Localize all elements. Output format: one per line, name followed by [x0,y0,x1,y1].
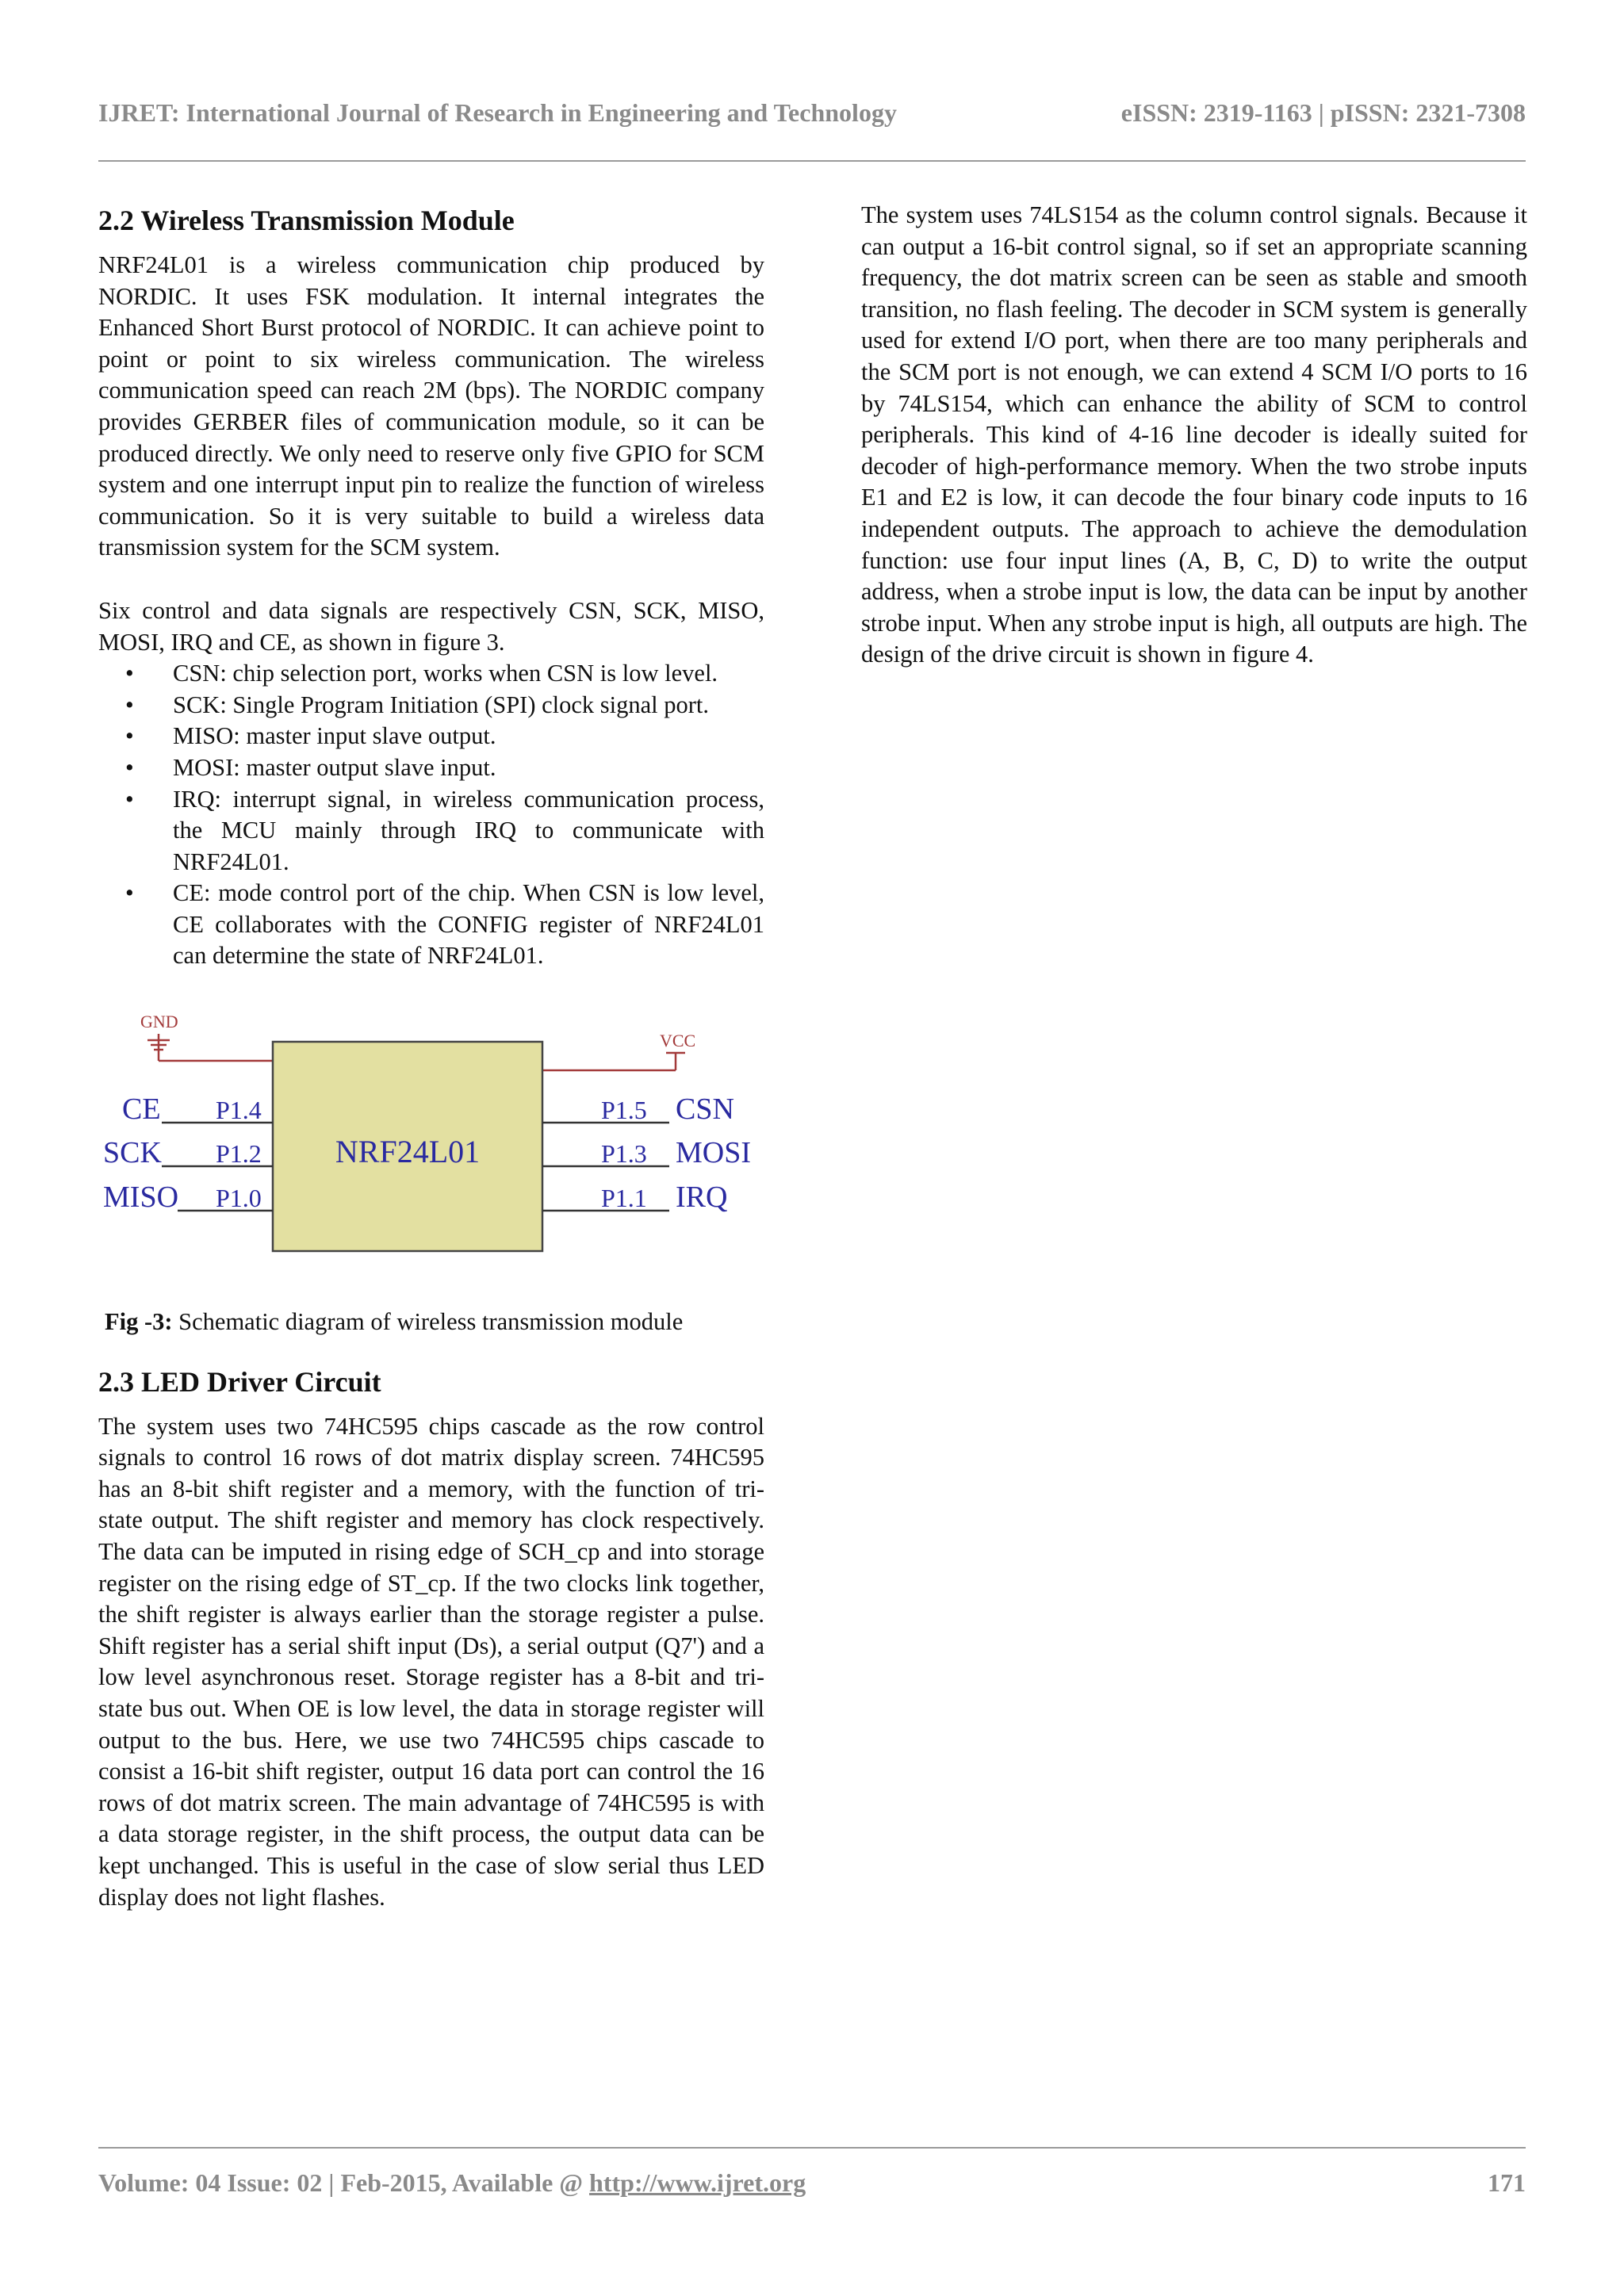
journal-name: IJRET: International Journal of Research in Engineering and Technology [98,98,897,127]
issn-info: eISSN: 2319-1163 | pISSN: 2321-7308 [1120,98,1526,127]
section-gap [98,1338,764,1364]
volume-info [98,2168,806,2198]
paragraph-gap [98,564,764,595]
list-item-text: SCK: Single Program Initiation (SPI) clock signal port. [173,691,710,718]
pin-p1-0: P1.0 [216,1184,262,1213]
left-column [98,202,764,1913]
list-item [125,878,764,972]
chip-label: NRF24L01 [335,1134,481,1170]
signal-miso: MISO [103,1181,179,1215]
volume-text: Volume: 04 Issue: 02 | Feb-2015, Available @ [98,2168,590,2197]
bullet-mark: • [125,722,134,750]
ground-icon [147,1034,170,1051]
list-item-text: CE: mode control port of the chip. When CSN is low level, CE collaborates with the CONFIG register of NRF24L01 can determine the state of NRF24L01. [173,879,764,970]
bullet-mark: • [125,879,134,907]
figure-3-schematic [98,1005,764,1307]
list-item-text: CSN: chip selection port, works when CSN is low level. [173,660,718,687]
list-item-text: IRQ: interrupt signal, in wireless communication process, the MCU mainly through IRQ to communicate with NRF24L01. [173,785,764,875]
caption-text: Schematic diagram of wireless transmission module [172,1308,684,1336]
list-item [125,752,764,784]
pin-p1-2: P1.2 [216,1139,262,1169]
journal-url-link[interactable]: http://www.ijret.org [589,2168,806,2197]
right-column-paragraph: The system uses 74LS154 as the column control signals. Because it can output a 16-bit control signal, so if set an appropriate scanning frequency, the dot matrix screen can be seen as stable and smooth transition, no flash feeling. The decoder in SCM system is generally used for extend I/O port, when there are too many peripherals and the SCM port is not enough, we can extend 4 SCM I/O ports to 16 by 74LS154, which can enhance the ability of SCM to control peripherals. This kind of 4-16 line decoder is ideally suited for decoder of high-performance memory. When the two strobe inputs E1 and E2 is low, it can decode the four binary code inputs to 16 independent outputs. The approach to achieve the demodulation function: use four input lines (A, B, C, D) to write the output address, when a strobe input is low, the data can be input by another strobe input. When any strobe input is high, all outputs are high. The design of the drive circuit is shown in figure 4. [861,201,1527,668]
running-footer [98,2168,1526,2200]
signal-csn: CSN [676,1093,734,1127]
page-number: 171 [1488,2168,1526,2197]
list-item [125,658,764,690]
footer-rule [98,2147,1526,2149]
list-item [125,690,764,721]
pin-p1-4: P1.4 [216,1096,262,1125]
pin-p1-5: P1.5 [601,1096,647,1125]
vcc-icon [666,1053,685,1070]
list-item-text: MISO: master input slave output. [173,722,496,750]
bullet-mark: • [125,753,134,781]
list-item [125,721,764,752]
vcc-label: VCC [660,1031,696,1051]
section-2-3-heading: 2.3 LED Driver Circuit [98,1365,381,1398]
list-item [125,784,764,878]
running-header [98,98,1526,130]
signal-irq: IRQ [676,1181,728,1215]
figure-3-caption [98,1307,764,1338]
right-column [861,200,1527,671]
bullet-mark: • [125,660,134,687]
pin-p1-1: P1.1 [601,1184,647,1213]
gnd-label: GND [140,1012,178,1032]
section-2-2-paragraph-2: Six control and data signals are respectively CSN, SCK, MISO, MOSI, IRQ and CE, as shown in figure 3. [98,596,764,656]
bullet-mark: • [125,691,134,718]
list-item-text: MOSI: master output slave input. [173,753,496,781]
pin-p1-3: P1.3 [601,1139,647,1169]
schematic-svg [98,1005,764,1307]
header-rule [98,160,1526,162]
section-2-2-paragraph-1: NRF24L01 is a wireless communication chip produced by NORDIC. It uses FSK modulation. It internal integrates the Enhanced Short Burst protocol of NORDIC. It can achieve point to point or point to six wireless communication. The wireless communication speed can reach 2M (bps). The NORDIC company provides GERBER files of communication module, so it can be produced directly. We only need to reserve only five GPIO for SCM system and one interrupt input pin to realize the function of wireless communication. So it is very suitable to build a wireless data transmission system for the SCM system. [98,251,764,561]
section-2-3-paragraph: The system uses two 74HC595 chips cascade as the row control signals to control 16 rows of dot matrix display screen. 74HC595 has an 8-bit shift register and a memory, with the function of tri-state output. The shift register and memory has clock respectively. The data can be imputed in rising edge of SCH_cp and into storage register on the rising edge of ST_cp. If the two clocks link together, the shift register is always earlier than the storage register a pulse. Shift register has a serial shift input (Ds), a serial output (Q7') and a low level asynchronous reset. Storage register has a 8-bit and tri-state bus out. When OE is low level, the data in storage register will output to the bus. Here, we use two 74HC595 chips cascade to consist a 16-bit shift register, output 16 data port can control the 16 rows of dot matrix screen. The main advantage of 74HC595 is with a data storage register, in the shift process, the output data can be kept unchanged. This is useful in the case of slow serial thus LED display does not light flashes. [98,1412,764,1911]
section-2-2-heading: 2.2 Wireless Transmission Module [98,205,515,236]
signal-list [98,658,764,972]
signal-mosi: MOSI [676,1136,752,1170]
bullet-mark: • [125,785,134,813]
caption-label: Fig -3: [105,1308,173,1336]
signal-ce: CE [122,1093,161,1127]
signal-sck: SCK [103,1136,162,1170]
